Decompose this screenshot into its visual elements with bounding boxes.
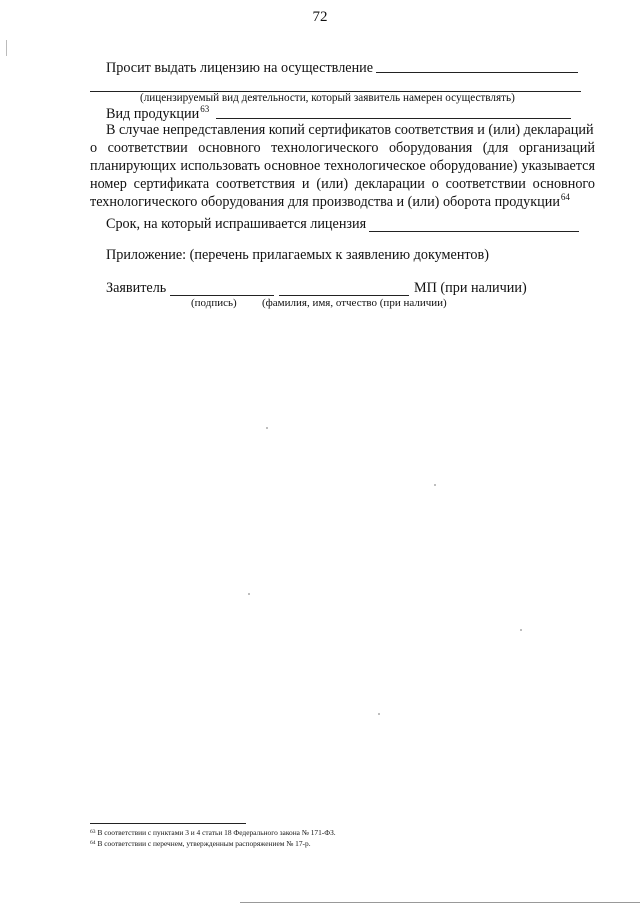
seal-label: МП (при наличии)	[414, 280, 527, 296]
footnote-63-text: В соответствии с пунктами 3 и 4 статьи 18 Федерального закона № 171-ФЗ.	[97, 828, 336, 837]
footnote-64-text: В соответствии с перечнем, утвержденным распоряжением № 17-р.	[97, 839, 311, 848]
scan-speck	[248, 593, 250, 595]
certificates-line-5	[90, 193, 570, 212]
product-type-fill-line	[216, 118, 571, 119]
attachment-label: Приложение: (перечень прилагаемых к заявлению документов)	[106, 247, 489, 263]
scan-speck	[520, 629, 522, 631]
page-number: 72	[312, 9, 328, 25]
term-label: Срок, на который испрашивается лицензия	[106, 216, 367, 232]
certificates-line-1: В случае непредставления копий сертификатов соответствия и (или) деклараций	[106, 122, 594, 138]
certificates-line-2	[90, 139, 595, 157]
scan-edge-mark	[6, 40, 7, 56]
certificates-line-3	[90, 157, 595, 175]
signature-fill-line	[170, 295, 274, 296]
page-bottom-edge	[240, 902, 640, 903]
footnote-63	[90, 828, 336, 838]
footnote-ref-64: 64	[560, 192, 570, 202]
certificates-line-4-text: номер сертификата соответствия и (или) декларации о соответствии основного	[90, 176, 595, 192]
scan-speck	[378, 713, 380, 715]
applicant-label: Заявитель	[106, 280, 167, 296]
signature-caption: (подпись)	[191, 297, 237, 309]
footnote-ref-63: 63	[200, 104, 210, 114]
footnote-64	[90, 839, 311, 849]
name-caption: (фамилия, имя, отчество (при наличии)	[262, 297, 447, 309]
footnote-separator	[90, 823, 246, 824]
scan-speck	[434, 484, 436, 486]
footnote-63-ref: 63	[90, 829, 96, 835]
name-fill-line	[279, 295, 409, 296]
license-request-label: Просит выдать лицензию на осуществление	[106, 60, 374, 76]
certificates-line-4	[90, 175, 595, 193]
product-type-label: Вид продукции	[106, 106, 200, 122]
scan-speck	[266, 427, 268, 429]
certificates-line-2-text: о соответствии основного технологического оборудования (для организаций	[90, 140, 595, 156]
license-request-fill-line	[376, 72, 578, 73]
certificates-line-5-text: технологического оборудования для производства и (или) оборота продукции	[90, 194, 560, 210]
activity-type-caption: (лицензируемый вид деятельности, который заявитель намерен осуществлять)	[140, 92, 515, 104]
term-fill-line	[369, 231, 579, 232]
certificates-line-3-text: планирующих использовать основное технологическое оборудование) указывается	[90, 158, 595, 174]
footnote-64-ref: 64	[90, 840, 96, 846]
